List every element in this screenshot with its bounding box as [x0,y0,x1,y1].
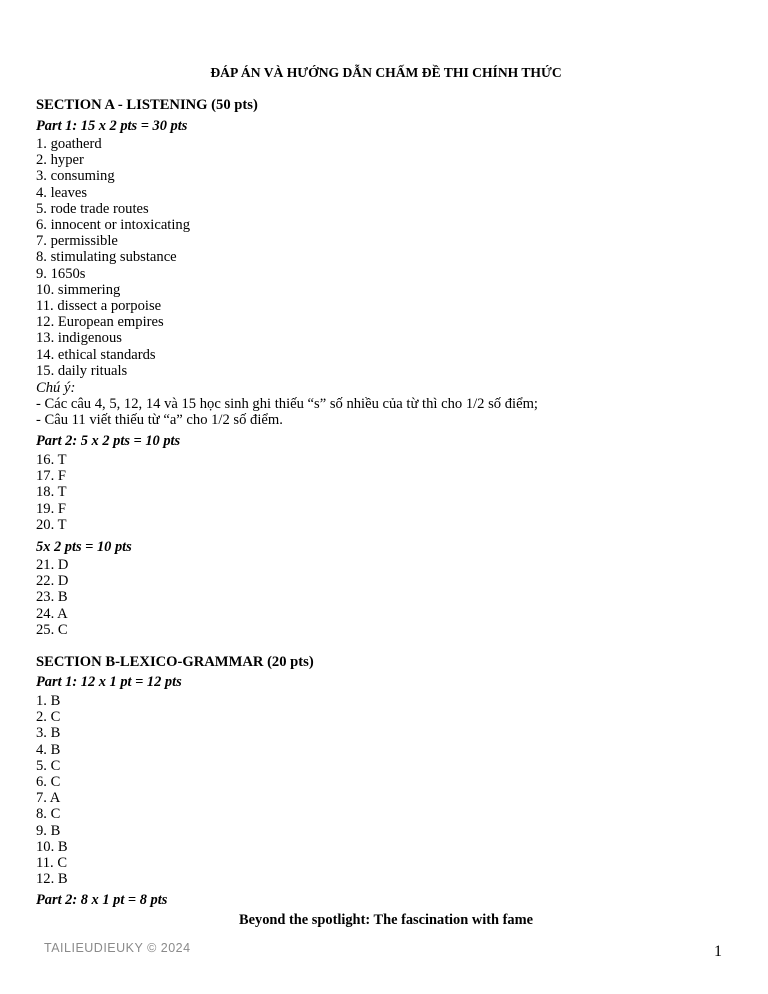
answer-item: 13. indigenous [36,330,122,347]
answer-item: 18. T [36,484,67,501]
answer-item: 22. D [36,573,69,590]
section-a-part2-heading: Part 2: 5 x 2 pts = 10 pts [36,433,181,449]
section-a-part3-heading: 5x 2 pts = 10 pts [36,539,132,555]
section-a-part1-answers [36,136,190,379]
answer-item: 24. A [36,605,68,622]
section-a-part3-answers [36,557,68,638]
section-a-part1-heading: Part 1: 15 x 2 pts = 30 pts [36,118,188,134]
passage-title: Beyond the spotlight: The fascination with fame [239,912,533,928]
section-a-heading: SECTION A - LISTENING (50 pts) [36,97,258,113]
section-a-part2-answers [36,452,67,533]
section-b-heading: SECTION B-LEXICO-GRAMMAR (20 pts) [36,654,314,670]
answer-item: 6. innocent or intoxicating [36,217,191,234]
answer-item: 14. ethical standards [36,346,156,363]
answer-item: 8. C [36,806,61,823]
answer-item: 1. B [36,693,61,709]
answer-item: 5. rode trade routes [36,200,149,217]
note-line: - Câu 11 viết thiếu từ “a” cho 1/2 số điểm. [36,412,283,428]
answer-item: 23. B [36,589,68,606]
answer-item: 17. F [36,468,67,485]
answer-item: 10. simmering [36,281,121,298]
answer-item: 19. F [36,500,67,517]
answer-item: 9. 1650s [36,265,86,282]
page-number: 1 [714,943,722,960]
answer-item: 20. T [36,516,67,533]
answer-item: 7. A [36,790,61,807]
answer-item: 8. stimulating substance [36,249,177,266]
answer-item: 3. consuming [36,168,115,185]
answer-item: 10. B [36,838,68,855]
answer-item: 2. hyper [36,152,84,169]
footer-brand: TAILIEUDIEUKY © 2024 [44,941,191,955]
answer-item: 12. B [36,871,68,888]
answer-item: 21. D [36,557,69,573]
section-b-part1-heading: Part 1: 12 x 1 pt = 12 pts [36,674,182,690]
answer-item: 4. B [36,741,61,758]
answer-item: 11. C [36,855,68,872]
answer-item: 15. daily rituals [36,362,128,379]
section-b-part2-heading: Part 2: 8 x 1 pt = 8 pts [36,892,168,908]
answer-item: 25. C [36,621,68,638]
section-b-part1-answers [36,693,68,887]
answer-item: 12. European empires [36,314,164,331]
answer-item: 7. permissible [36,233,118,250]
document-title: ĐÁP ÁN VÀ HƯỚNG DẪN CHẤM ĐỀ THI CHÍNH THỨC [210,65,562,80]
answer-item: 1. goatherd [36,136,102,152]
answer-item: 16. T [36,452,67,468]
answer-item: 9. B [36,822,61,839]
note-label: Chú ý: [36,380,76,396]
answer-item: 2. C [36,709,61,726]
answer-item: 5. C [36,757,61,774]
note-line: - Các câu 4, 5, 12, 14 và 15 học sinh ghi thiếu “s” số nhiều của từ thì cho 1/2 số điểm; [36,396,538,412]
answer-item: 4. leaves [36,184,88,201]
answer-item: 6. C [36,774,61,791]
answer-item: 11. dissect a porpoise [36,298,162,315]
answer-item: 3. B [36,725,61,742]
